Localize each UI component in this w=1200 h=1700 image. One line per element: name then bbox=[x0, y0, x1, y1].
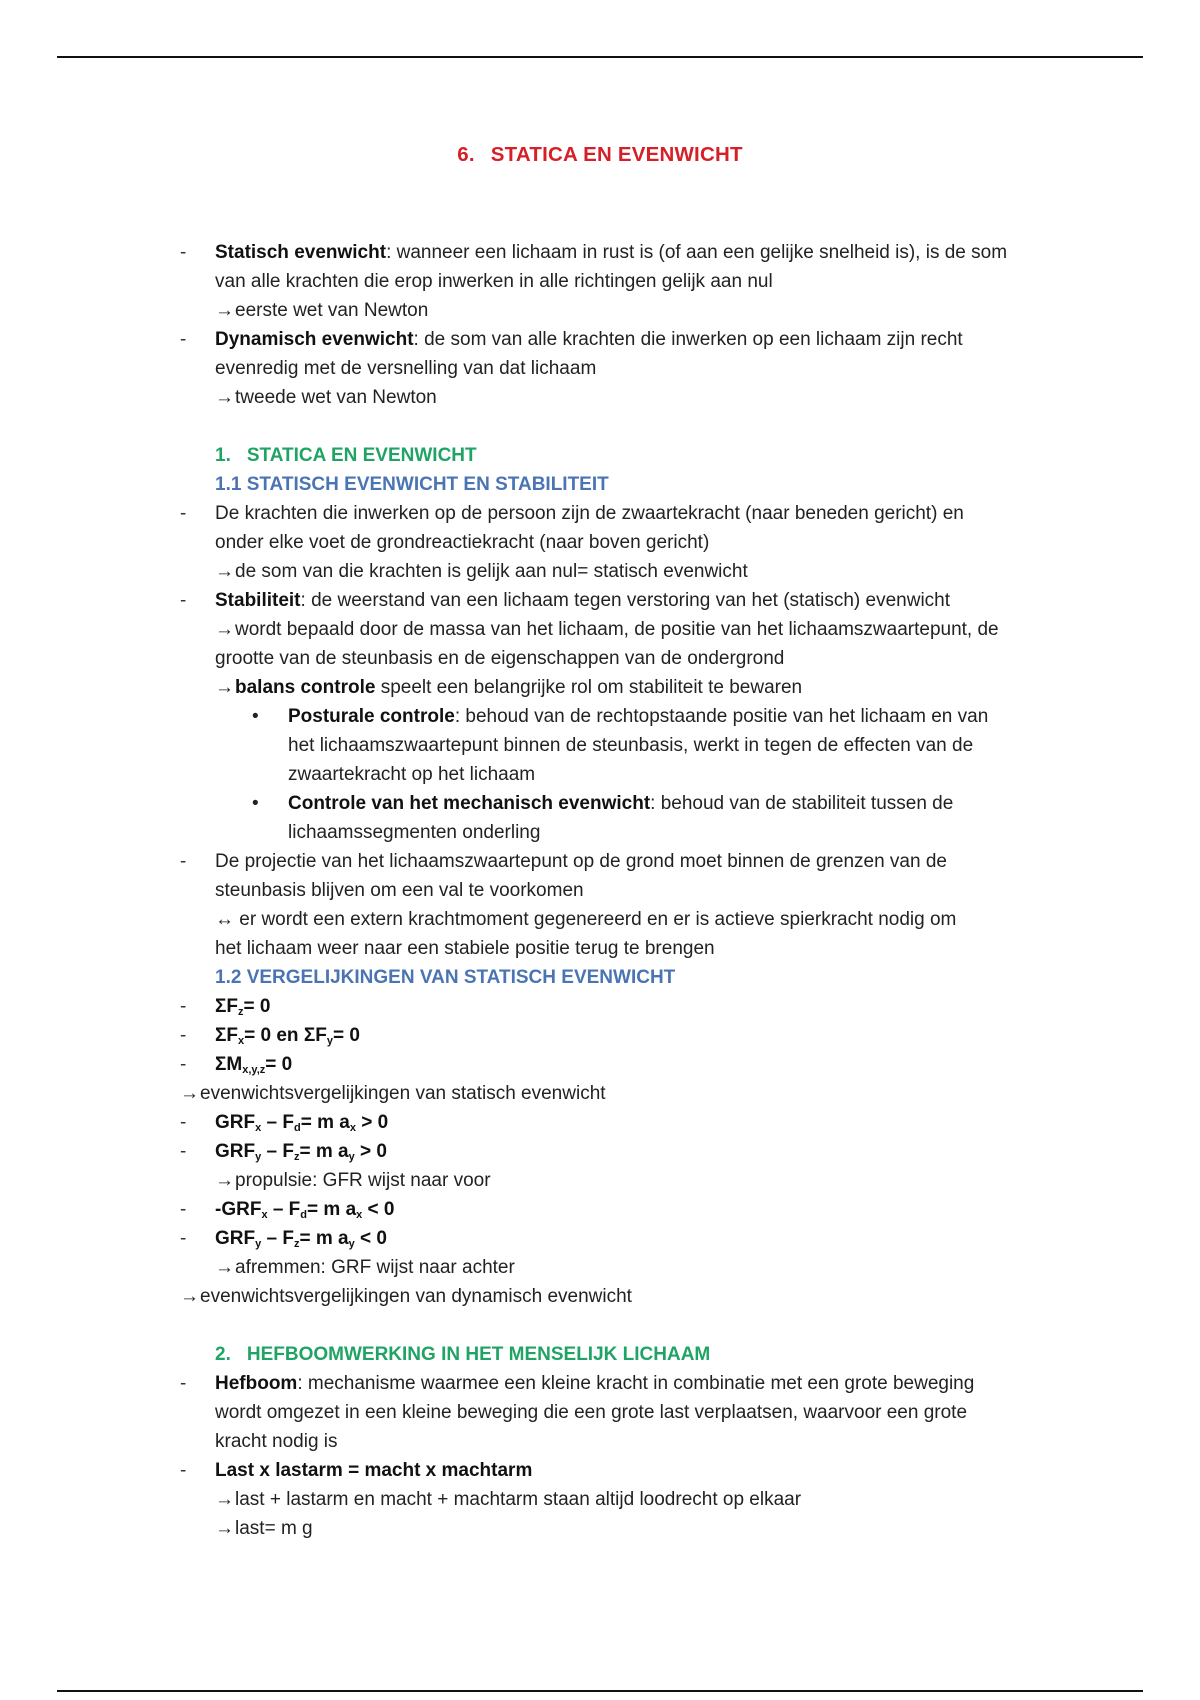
dash-marker: - bbox=[180, 1228, 187, 1249]
dynamisch-line-1: Dynamisch evenwicht: de som van alle krachten die inwerken op een lichaam zijn recht bbox=[215, 329, 963, 350]
dash-marker: - bbox=[180, 1054, 187, 1075]
afremmen-line: →afremmen: GRF wijst naar achter bbox=[215, 1257, 515, 1278]
dash-marker: - bbox=[180, 851, 187, 872]
arrow-icon: → bbox=[215, 300, 234, 321]
dash-marker: - bbox=[180, 242, 187, 263]
subsection-1-2-heading: 1.2 VERGELIJKINGEN VAN STATISCH EVENWICHT bbox=[215, 967, 676, 988]
arrow-icon: → bbox=[215, 1257, 234, 1278]
stabiliteit-line-4: →balans controle speelt een belangrijke rol om stabiliteit te bewaren bbox=[215, 677, 803, 698]
statisch-line-3: →eerste wet van Newton bbox=[215, 300, 429, 321]
subsection-1-1-heading: 1.1 STATISCH EVENWICHT EN STABILITEIT bbox=[215, 474, 609, 495]
hefboom-line-3: kracht nodig is bbox=[215, 1431, 338, 1452]
hefboom-line-2: wordt omgezet in een kleine beweging die een grote last verplaatsen, waarvoor een grote bbox=[215, 1402, 968, 1423]
equation-grf-y-pos: $GRF_y - F_z= m$ $a_y > 0$ bbox=[215, 1141, 387, 1163]
statisch-line-2: van alle krachten die erop inwerken in alle richtingen gelijk aan nul bbox=[215, 271, 773, 292]
lever-law: Last x lastarm = macht x machtarm bbox=[215, 1460, 533, 1481]
propulsie-line: →propulsie: GFR wijst naar voor bbox=[215, 1170, 491, 1191]
stabiliteit-line-1: Stabiliteit: de weerstand van een lichaam tegen verstoring van het (statisch) evenwicht bbox=[215, 590, 951, 611]
arrow-icon: → bbox=[215, 1489, 234, 1510]
lever-law-line-3: →last= m g bbox=[215, 1518, 313, 1539]
dash-marker: - bbox=[180, 1460, 187, 1481]
conclusion-statisch: →evenwichtsvergelijkingen van statisch evenwicht bbox=[180, 1083, 606, 1104]
arrow-icon: → bbox=[215, 1518, 234, 1539]
statisch-line-1: Statisch evenwicht: wanneer een lichaam in rust is (of aan een gelijke snelheid is), is de som bbox=[215, 242, 1008, 263]
krachten-line-3: →de som van die krachten is gelijk aan nul= statisch evenwicht bbox=[215, 561, 748, 582]
posturale-line-3: zwaartekracht op het lichaam bbox=[288, 764, 536, 785]
posturale-line-1: Posturale controle: behoud van de rechtopstaande positie van het lichaam en van bbox=[288, 706, 989, 727]
dynamisch-line-3: →tweede wet van Newton bbox=[215, 387, 437, 408]
arrow-icon: → bbox=[215, 1170, 234, 1191]
krachten-line-2: onder elke voet de grondreactiekracht (naar boven gericht) bbox=[215, 532, 710, 553]
section-1-heading: 1. STATICA EN EVENWICHT bbox=[215, 445, 477, 466]
iff-arrow-icon: ↔ bbox=[215, 909, 234, 930]
projectie-line-1: De projectie van het lichaamszwaartepunt op de grond moet binnen de grenzen van de bbox=[215, 851, 947, 872]
bottom-rule bbox=[57, 1690, 1143, 1692]
arrow-icon: → bbox=[215, 677, 234, 698]
projectie-line-2: steunbasis blijven om een val te voorkomen bbox=[215, 880, 584, 901]
dash-marker: - bbox=[180, 1141, 187, 1162]
projectie-line-3: ↔ er wordt een extern krachtmoment gegenereerd en er is actieve spierkracht nodig om bbox=[215, 909, 957, 930]
equation-sum-fz: $\Sigma F_z= 0$ bbox=[215, 996, 271, 1018]
mechanisch-line-2: lichaamssegmenten onderling bbox=[288, 822, 541, 843]
posturale-line-2: het lichaamszwaartepunt binnen de steunbasis, werkt in tegen de effecten van de bbox=[288, 735, 974, 756]
equation-sum-m: $\Sigma M_{x,y,z}= 0$ bbox=[215, 1054, 293, 1076]
equation-grf-y-neg: $GRF_y - F_z= m$ $a_y < 0$ bbox=[215, 1228, 387, 1250]
dash-marker: - bbox=[180, 996, 187, 1017]
dash-marker: - bbox=[180, 590, 187, 611]
conclusion-dynamisch: →evenwichtsvergelijkingen van dynamisch evenwicht bbox=[180, 1286, 632, 1307]
lever-law-line-2: →last + lastarm en macht + machtarm staan altijd loodrecht op elkaar bbox=[215, 1489, 802, 1510]
bullet-marker: • bbox=[252, 793, 259, 814]
projectie-line-4: het lichaam weer naar een stabiele positie terug te brengen bbox=[215, 938, 715, 959]
section-2-heading: 2. HEFBOOMWERKING IN HET MENSELIJK LICHAAM bbox=[215, 1344, 711, 1365]
page-title: 6. STATICA EN EVENWICHT bbox=[457, 143, 743, 166]
dash-marker: - bbox=[180, 503, 187, 524]
mechanisch-line-1: Controle van het mechanisch evenwicht: behoud van de stabiliteit tussen de bbox=[288, 793, 954, 814]
krachten-line-1: De krachten die inwerken op de persoon zijn de zwaartekracht (naar beneden gericht) en bbox=[215, 503, 964, 524]
dash-marker: - bbox=[180, 1199, 187, 1220]
hefboom-line-1: Hefboom: mechanisme waarmee een kleine kracht in combinatie met een grote beweging bbox=[215, 1373, 975, 1394]
arrow-icon: → bbox=[215, 619, 234, 640]
top-rule bbox=[57, 56, 1143, 58]
dash-marker: - bbox=[180, 1112, 187, 1133]
dash-marker: - bbox=[180, 1373, 187, 1394]
bullet-marker: • bbox=[252, 706, 259, 727]
arrow-icon: → bbox=[180, 1286, 199, 1307]
dynamisch-line-2: evenredig met de versnelling van dat lichaam bbox=[215, 358, 597, 379]
stabiliteit-line-2: →wordt bepaald door de massa van het lichaam, de positie van het lichaamszwaartepunt, de bbox=[215, 619, 999, 640]
arrow-icon: → bbox=[180, 1083, 199, 1104]
dash-marker: - bbox=[180, 329, 187, 350]
stabiliteit-line-3: grootte van de steunbasis en de eigenschappen van de ondergrond bbox=[215, 648, 785, 669]
equation-sum-fx-fy: $\Sigma F_x= 0$ en $\Sigma F_y= 0$ bbox=[215, 1025, 360, 1047]
arrow-icon: → bbox=[215, 561, 234, 582]
dash-marker: - bbox=[180, 1025, 187, 1046]
arrow-icon: → bbox=[215, 387, 234, 408]
equation-grf-x-pos: $GRF_x - F_d= m$ $a_x > 0$ bbox=[215, 1112, 389, 1134]
equation-grf-x-neg: $-GRF_x - F_d= m$ $a_x < 0$ bbox=[215, 1199, 395, 1221]
